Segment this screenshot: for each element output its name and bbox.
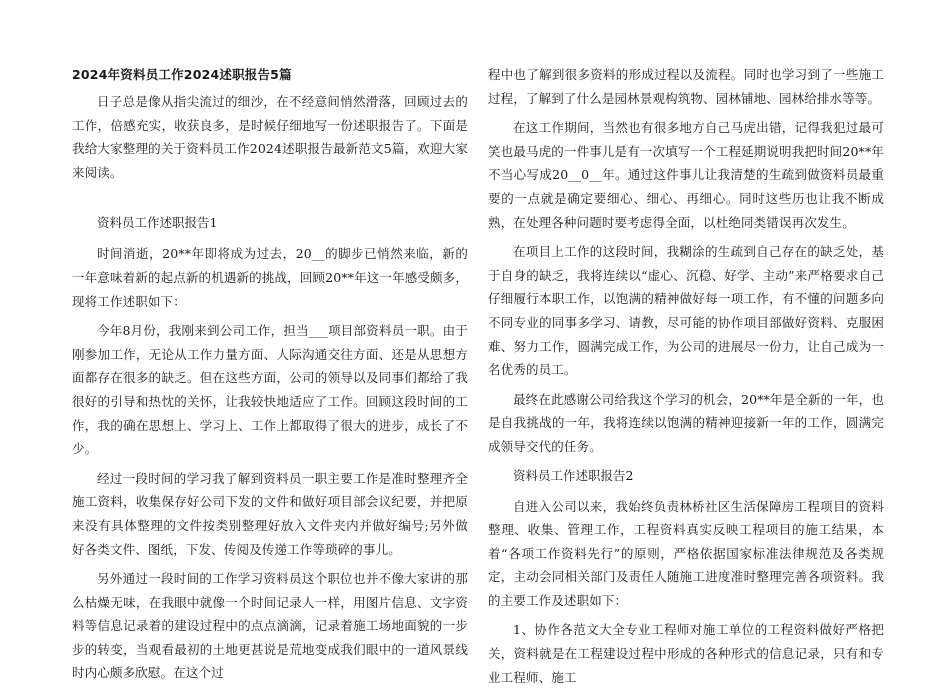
document-title: 2024年资料员工作2024述职报告5篇	[72, 67, 292, 82]
report-2-heading: 资料员工作述职报告2	[513, 467, 634, 483]
intro-paragraph: 日子总是像从指尖流过的细沙，在不经意间悄然滑落，回顾过去的工作，倍感充实，收获良多，是时候仔细地写一份述职报告了。下面是我给大家整理的关于资料员工作2024述职报告最新范文5篇，欢迎大家来阅读。	[72, 94, 468, 180]
body-paragraph: 经过一段时间的学习我了解到资料员一职主要工作是准时整理齐全施工资料，收集保存好公司下发的文件和做好项目部会议纪要，并把原来没有具体整理的文件按类别整理好放入文件夹内并做好编号;另外做好各类文件、图纸，下发、传阅及传递工作等琐碎的事儿。	[72, 470, 468, 557]
continuation-paragraph: 程中也了解到很多资料的形成过程以及流程。同时也学习到了一些施工过程，了解到了什么是园林景观构筑物、园林铺地、园林给排水等等。	[488, 67, 884, 106]
right-column	[488, 63, 884, 685]
body-paragraph: 最终在此感谢公司给我这个学习的机会，20**年是全新的一年，也是自我挑战的一年，我将连续以饱满的精神迎接新一年的工作，圆满完成领导交代的任务。	[488, 391, 884, 454]
body-paragraph: 1、协作各范文大全专业工程师对施工单位的工程资料做好严格把关，资料就是在工程建设过程中形成的各种形式的信息记录，只有和专业工程师、施工	[488, 622, 884, 685]
section-spacer	[72, 190, 468, 212]
body-paragraph: 今年8月份，我刚来到公司工作，担当___项目部资料员一职。由于刚参加工作，无论从工作力量方面、人际沟通交往方面、还是从思想方面都存在很多的缺乏。但在这些方面，公司的领导以及同事们都给了我很好的引导和热忱的关怀，让我较快地适应了工作。回顾这段时间的工作，我的确在思想上、学习上、工作上都取得了很大的进步，成长了不少。	[72, 323, 468, 457]
report-1-heading: 资料员工作述职报告1	[97, 215, 218, 231]
body-paragraph: 自进入公司以来，我始终负责林桥社区生活保障房工程项目的资料整理、收集、管理工作，工程资料真实反映工程项目的施工结果，本着“各项工作资料先行”的原则，严格依据国家标准法律规范及各类规定，主动会同相关部门及责任人随施工进度准时整理完善各项资料。我的主要工作及述职如下：	[488, 498, 884, 608]
body-paragraph: 时间消逝，20**年即将成为过去，20__的脚步已悄然来临，新的一年意味着新的起点新的机遇新的挑战，回顾20**年这一年感受颇多，现将工作述职如下：	[72, 246, 468, 309]
left-column	[72, 62, 468, 681]
body-paragraph: 在这工作期间，当然也有很多地方自己马虎出错，记得我犯过最可笑也最马虎的一件事儿是有一次填写一个工程延期说明我把时间20**年不当心写成20__0__年。通过这件事儿让我清楚的生疏到做资料员最重要的一点就是确定要细心、细心、再细心。同时这些历也让我不断成熟，在处理各种问题时要考虑得全面，以杜绝同类错误再次发生。	[488, 120, 884, 230]
body-paragraph: 在项目上工作的这段时间，我糊涂的生疏到自己存在的缺乏处，基于自身的缺乏，我将连续以“虚心、沉稳、好学、主动”来严格要求自己仔细履行本职工作，以饱满的精神做好每一项工作，有不懂的问题多向不同专业的同事多学习、请教，尽可能的协作项目部做好资料、克服困难、努力工作，圆满完成工作，为公司的进展尽一份力，让自己成为一名优秀的员工。	[488, 244, 884, 378]
body-paragraph: 另外通过一段时间的工作学习资料员这个职位也并不像大家讲的那么枯燥无味，在我眼中就像一个时间记录人一样，用图片信息、文字资料等信息记录着的建设过程中的点点滴滴，记录着施工场地面貌的一步步的转变，当观看最初的土地更甚说是荒地变成我们眼中的一道风景线时内心颇多欣慰。在这个过	[72, 571, 468, 681]
